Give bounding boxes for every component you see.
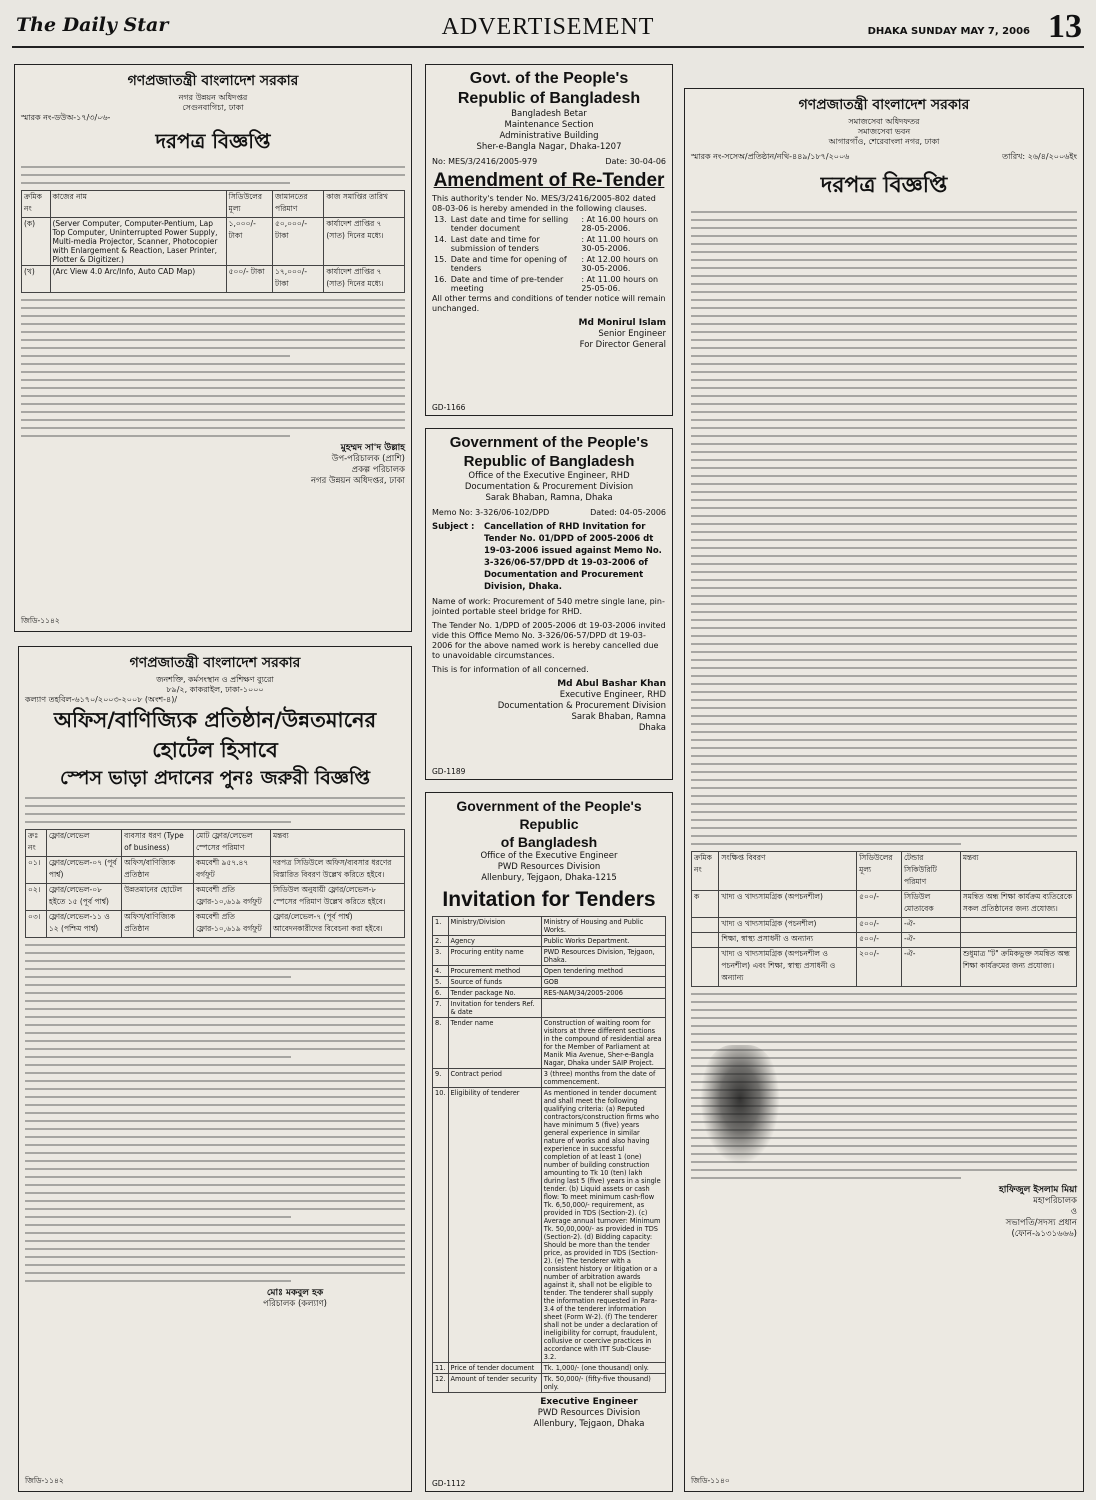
memo-date: তারিখ: ২৬/৪/২০০৬ইং — [1002, 152, 1077, 161]
signer-name: হাফিজুল ইসলাম মিয়া — [999, 1185, 1077, 1195]
notice-title: দরপত্র বিজ্ঞপ্তি — [820, 173, 948, 198]
signer-title: মহাপরিচালক — [1033, 1196, 1077, 1206]
signer-title: প্রকল্প পরিচালক — [351, 465, 405, 475]
department: সমাজসেবা অধিদফতর — [848, 117, 920, 126]
tender-details-table — [432, 916, 666, 1393]
cell: ফ্লোর/লেভেল-৭ (পূর্ব পার্শ্ব) আবেদনকারীদের বিবেচনা করা হইবে। — [270, 911, 404, 938]
cell: ১,০০০/- টাকা — [226, 218, 272, 266]
cell: -ঐ- — [901, 948, 960, 987]
address: আগারগাঁও, শেরেবাংলা নগর, ঢাকা — [828, 137, 940, 146]
org-line: Documentation & Procurement Division — [464, 482, 634, 492]
cell: : At 11.00 hours on 25-05-06. — [581, 275, 659, 293]
ad-space-rent-notice — [18, 646, 412, 1492]
cell: শিক্ষা, স্বাস্থ্য প্রসাধনী ও অন্যান্য — [719, 933, 857, 948]
cell: Last date and time for selling tender document — [450, 215, 569, 233]
notice-title: দরপত্র বিজ্ঞপ্তি — [155, 129, 271, 153]
signature-block — [691, 1185, 1077, 1240]
ad-social-services-tender — [684, 88, 1084, 1492]
signer-name: Executive Engineer — [540, 1397, 638, 1407]
cell: সিডিউল অনুযায়ী ফ্লোর/লেভেল-৮ স্পেসের পরিমাণ উল্লেখ করিতে হইবে। — [270, 884, 404, 911]
col-header: সিডিউলের মূল্য — [226, 191, 272, 218]
signature-block — [512, 1397, 666, 1430]
table-row — [433, 999, 666, 1018]
col-header: মন্তব্য — [960, 852, 1076, 891]
cell: Eligibility of tenderer — [448, 1088, 541, 1363]
invitation-heading: Invitation for Tenders — [442, 888, 656, 911]
cell: খাদ্য ও খাদ্যসামগ্রিক (অপচনশীল) — [719, 891, 857, 918]
cell: Tk. 50,000/- (fifty-five thousand) only. — [541, 1374, 665, 1393]
cell: Contract period — [448, 1069, 541, 1088]
col-header: ফ্লোর/লেভেল — [46, 830, 121, 857]
cell: ক — [692, 891, 719, 918]
cell: Procurement method — [448, 966, 541, 977]
terms-text-lines — [21, 299, 405, 437]
ad-code: জিডি-১১৪২ — [21, 616, 60, 625]
cell: 11. — [433, 1363, 449, 1374]
institution-list-lines — [691, 211, 1077, 845]
subject-text: Cancellation of RHD Invitation for Tender No. 01/DPD of 2005-2006 dt 19-03-2006 issued against Memo No. 3-326/06-57/DPD dt 19-03-2006 of Documentation and Procurement Division, Dhaka. — [484, 522, 662, 592]
cell: 10. — [433, 1088, 449, 1363]
cell: GOB — [541, 977, 665, 988]
notice-title — [432, 797, 666, 851]
cell: : At 16.00 hours on 28-05-2006. — [581, 215, 659, 233]
table-row — [433, 966, 666, 977]
org-address — [432, 471, 666, 504]
cell: Construction of waiting room for visitors at three different sections in the compound of residential area for the Member of Parliament at Manik Mia Avenue, Sher-e-Bangla Nagar, Dhaka under SAIP Project. — [541, 1018, 665, 1069]
col-header: কাজ সমাপ্তির তারিখ — [324, 191, 405, 218]
col-header: ক্রঃ নং — [26, 830, 47, 857]
signer-name: Md Monirul Islam — [578, 318, 666, 328]
table-row — [433, 977, 666, 988]
table-row — [432, 214, 666, 234]
title-line: Republic of Bangladesh — [457, 90, 641, 107]
col-header: সিডিউলের মূল্য — [857, 852, 902, 891]
table-row — [692, 891, 1077, 918]
org-address — [432, 851, 666, 884]
cell: Public Works Department. — [541, 936, 665, 947]
title-line: Govt. of the People's — [469, 70, 629, 87]
section-title: ADVERTISEMENT — [441, 14, 655, 40]
cell: ফ্লোর/লেভেল-০৭ (পূর্ব পার্শ্ব) — [46, 857, 121, 884]
table-row — [433, 1363, 666, 1374]
col-header: মন্তব্য — [270, 830, 404, 857]
cell: উন্নতমানের হোটেল — [122, 884, 194, 911]
cell: : At 12.00 hours on 30-05-2006. — [581, 255, 659, 273]
cell: ৫০০/- টাকা — [226, 266, 272, 293]
cell: ২০০/- — [857, 948, 902, 987]
cell: খাদ্য ও খাদ্যসামগ্রিক (পচনশীল) — [719, 918, 857, 933]
cell — [692, 918, 719, 933]
org-line: Sarak Bhaban, Ramna, Dhaka — [485, 493, 613, 503]
cell: 5. — [433, 977, 449, 988]
table-row — [433, 988, 666, 999]
col-header: ব্যবসার ধরণ (Type of business) — [122, 830, 194, 857]
space-table — [25, 829, 405, 938]
cell: সিডিউল মোতাবেক — [901, 891, 960, 918]
cell: Invitation for tenders Ref. & date — [448, 999, 541, 1018]
address: ৮৯/২, কাকরাইল, ঢাকা-১০০০ — [166, 685, 264, 694]
table-row — [433, 1374, 666, 1393]
signer-title: Documentation & Procurement Division — [497, 701, 666, 711]
signer-title: পরিচালক (কল্যাণ) — [263, 1299, 327, 1309]
memo-row — [691, 151, 1077, 164]
subject-label: Subject : — [432, 522, 475, 532]
memo-number: কল্যাণ তহবিল-৬১৭০/২০০৩-২০০৮ (অংশ-৪)/ — [25, 695, 178, 704]
terms-text-lines — [25, 944, 405, 1282]
signature-block — [432, 679, 666, 734]
cell: RES-NAM/34/2005-2006 — [541, 988, 665, 999]
cell: ৫০০/- — [857, 891, 902, 918]
cell: 3 (three) months from the date of commencement. — [541, 1069, 665, 1088]
signer-title: ও — [1070, 1207, 1077, 1217]
cell: (Arc View 4.0 Arc/Info, Auto CAD Map) — [50, 266, 226, 293]
cell: ০১। — [26, 857, 47, 884]
cell: কমবেশী ৯৫৭.৪৭ বর্গফুট — [194, 857, 271, 884]
cell: Last date and time for submission of tenders — [450, 235, 540, 253]
cell: Source of funds — [448, 977, 541, 988]
cell: ৫০০/- — [857, 933, 902, 948]
org-line: Allenbury, Tejgaon, Dhaka-1215 — [481, 873, 617, 883]
cell: 8. — [433, 1018, 449, 1069]
department: নগর উন্নয়ন অধিদপ্তর — [178, 93, 248, 102]
org-line: Sher-e-Bangla Nagar, Dhaka-1207 — [476, 142, 622, 152]
org-address — [432, 109, 666, 153]
table-row — [692, 933, 1077, 948]
ad-urban-development-tender — [14, 64, 412, 632]
tender-table — [21, 190, 405, 293]
ad-code: জিডি-১১৪২ — [25, 1476, 64, 1485]
cell: কমবেশী প্রতি ফ্লোর-১০,৬১৯ বর্গফুট — [194, 884, 271, 911]
memo-number: No: MES/3/2416/2005-979 — [432, 157, 538, 166]
memo-row — [432, 157, 666, 166]
ad-code: GD-1189 — [432, 767, 466, 776]
memo-number: Memo No: 3-326/06-102/DPD — [432, 508, 550, 517]
subject-row — [432, 521, 666, 593]
title-line: Government of the People's Republic — [456, 798, 642, 832]
signature-block — [185, 1288, 405, 1310]
ad-rhd-cancellation — [425, 428, 673, 780]
table-row — [432, 234, 666, 254]
cell: 16. — [434, 275, 447, 284]
org-line: PWD Resources Division — [497, 862, 601, 872]
cell: কমবেশী প্রতি ফ্লোর-১০,৬১৯ বর্গফুট — [194, 911, 271, 938]
cell: Tk. 1,000/- (one thousand) only. — [541, 1363, 665, 1374]
signer-title: For Director General — [579, 340, 666, 350]
body-text: The Tender No. 1/DPD of 2005-2006 dt 19-03-2006 invited vide this Office Memo No. 3-326/06-57/DPD dt 19-03-2006 for the above named work is hereby cancelled due to unavoidable circumstances. — [432, 621, 666, 660]
col-header: টেন্ডার সিকিউরিটি পরিমাণ — [901, 852, 960, 891]
memo-number: স্মারক নং-সসেঅ/প্রতিষ্ঠান/নথি-৪৪৯/১৮৭/২০০৬ — [691, 152, 850, 161]
cell: -ঐ- — [901, 933, 960, 948]
cell: ৫০০/- — [857, 918, 902, 933]
issue-date: DHAKA SUNDAY MAY 7, 2006 — [867, 26, 1030, 37]
ad-pwd-invitation — [425, 792, 673, 1492]
cell: Open tendering method — [541, 966, 665, 977]
signer-title: Sarak Bhaban, Ramna — [571, 712, 666, 722]
memo-date: Dated: 04-05-2006 — [590, 508, 666, 517]
cell: ১৭,০০০/- টাকা — [273, 266, 324, 293]
intro-text-lines — [25, 797, 405, 823]
memo-row — [432, 508, 666, 517]
col-header: কাজের নাম — [50, 191, 226, 218]
table-row — [26, 857, 405, 884]
cell: 2. — [433, 936, 449, 947]
table-row — [433, 947, 666, 966]
cell: Tender package No. — [448, 988, 541, 999]
cell: Procuring entity name — [448, 947, 541, 966]
cell: Agency — [448, 936, 541, 947]
intro-text: This authority's tender No. MES/3/2416/2005-802 dated 08-03-06 is hereby amended in the following clauses. — [432, 194, 656, 213]
govt-heading: গণপ্রজাতন্ত্রী বাংলাদেশ সরকার — [129, 655, 301, 671]
newspaper-name: The Daily Star — [16, 14, 169, 36]
cell — [692, 933, 719, 948]
cell — [960, 933, 1076, 948]
page-number: 13 — [1048, 8, 1082, 45]
title-line: Republic of Bangladesh — [463, 453, 635, 470]
cell: কার্যাদেশ প্রাপ্তির ৭ (সাত) দিনের মধ্যে। — [324, 218, 405, 266]
cell: কার্যাদেশ প্রাপ্তির ৭ (সাত) দিনের মধ্যে। — [324, 266, 405, 293]
cell: (Server Computer, Computer-Pentium, Lap Top Computer, Uninterrupted Power Supply, Multi-media Projector, Scanner, Photocopier with Enlargement & Reaction, Laser Printer, Plotter & Digitizer.) — [50, 218, 226, 266]
table-row — [692, 948, 1077, 987]
ink-smudge — [700, 1045, 780, 1165]
cell: সমন্বিত অন্ধ শিক্ষা কার্যক্রম ব্যতিরেকে সকল প্রতিষ্ঠানের জন্য প্রযোজ্য। — [960, 891, 1076, 918]
cell: Price of tender document — [448, 1363, 541, 1374]
cell: Amount of tender security — [448, 1374, 541, 1393]
signer-title: Executive Engineer, RHD — [559, 690, 666, 700]
col-header: ক্রমিক নং — [692, 852, 719, 891]
cell: ০২। — [26, 884, 47, 911]
govt-heading: গণপ্রজাতন্ত্রী বাংলাদেশ সরকার — [798, 97, 970, 113]
notice-subtitle: স্পেস ভাড়া প্রদানের পুনঃ জরুরী বিজ্ঞপ্তি — [59, 767, 371, 789]
col-header: ক্রমিক নং — [22, 191, 51, 218]
cell: (খ) — [22, 266, 51, 293]
cell: Ministry/Division — [448, 917, 541, 936]
cell: 6. — [433, 988, 449, 999]
table-row — [22, 266, 405, 293]
ad-code: GD-1166 — [432, 403, 466, 412]
cell: -ঐ- — [901, 918, 960, 933]
table-row — [433, 936, 666, 947]
signer-title: Dhaka — [638, 723, 666, 733]
org-line: Office of the Executive Engineer — [480, 851, 618, 861]
masthead — [12, 8, 1084, 48]
ad-betar-amendment — [425, 64, 673, 416]
signer-title: সভাপতি/সদস্য প্রধান — [1005, 1218, 1077, 1228]
intro-text-lines — [21, 166, 405, 184]
signer-title: (ফোন-৯১৩১৬৬৬) — [1011, 1229, 1077, 1239]
signature-block — [21, 443, 405, 487]
cell: PWD Resources Division, Tejgaon, Dhaka. — [541, 947, 665, 966]
cell: অফিস/বাণিজ্যিক প্রতিষ্ঠান — [122, 911, 194, 938]
signer-name: মোঃ মকবুল হক — [266, 1288, 324, 1298]
outro-text: All other terms and conditions of tender notice will remain unchanged. — [432, 294, 666, 313]
org-line: Administrative Building — [499, 131, 599, 141]
title-line: Government of the People's — [449, 434, 649, 451]
cell: 13. — [434, 215, 447, 224]
cell: Date and time of pre-tender meeting — [450, 275, 564, 293]
cell: 12. — [433, 1374, 449, 1393]
signer-title: উপ-পরিচালক (প্রাশি) — [331, 454, 405, 464]
ad-code: জিডি-১১৪০ — [691, 1476, 730, 1485]
cell: দরপত্র সিডিউলে অফিস/ব্যবসার ধরণের বিস্তারিত বিবরণ উল্লেখ করিতে হইবে। — [270, 857, 404, 884]
signer-name: মুহম্মদ সা'দ উল্লাহ — [340, 443, 405, 453]
cell — [541, 999, 665, 1018]
notice-title — [432, 69, 666, 109]
building: সমাজসেবা ভবন — [857, 127, 911, 136]
cell: Tender name — [448, 1018, 541, 1069]
title-line: of Bangladesh — [500, 834, 598, 850]
signer-title: PWD Resources Division — [537, 1408, 641, 1418]
memo-number: স্মারক নং-ডউঅ-১৭/৩/০৬- — [21, 113, 111, 122]
signer-name: Md Abul Bashar Khan — [557, 679, 666, 689]
cell: খাদ্য ও খাদ্যসামগ্রিক (অপচনশীল ও পচনশীল) এবং শিক্ষা, স্বাস্থ্য প্রসাধনী ও অন্যান্য — [719, 948, 857, 987]
cell: 14. — [434, 235, 447, 244]
table-row — [26, 884, 405, 911]
cell: 9. — [433, 1069, 449, 1088]
signature-block — [432, 318, 666, 351]
table-row — [26, 911, 405, 938]
cell — [692, 948, 719, 987]
table-row — [692, 918, 1077, 933]
cell: Date and time for opening of tenders — [450, 255, 567, 273]
signer-title: Senior Engineer — [598, 329, 666, 339]
cell: 1. — [433, 917, 449, 936]
table-row — [22, 218, 405, 266]
cell — [960, 918, 1076, 933]
notice-title — [432, 433, 666, 471]
cell: As mentioned in tender document and shall meet the following qualifying criteria: (a) Reputed contractors/construction firms who have minimum 5 (five) years general experience in similar nature of works and also having experience in successful completion of at least 1 (one) number of building construction amounting to Tk 10 (ten) lakh during last 5 (five) years in a single tender. (b) Liquid assets or cash flow: To meet minimum cash-flow Tk. 6,50,000/- requirement, as provided in TDS (Section-2). (c) Average annual turnover: Minimum Tk. 50,00,000/- as provided in TDS (Section-2). (d) Bidding capacity: Should be more than the tender price, as provided in TDS (Section-2). (e) The tenderer with a consistent history or litigation or a number of arbitration awards against it, shall not be eligible to tender. The tenderer shall supply the information requested in Para-3.4 of the tenderer information sheet (Form W-2). (f) The tenderer shall not be under a declaration of ineligibility for corrupt, fraudulent, collusive or coercive practices in accordance with ITT Sub-Clause-3.2. — [541, 1088, 665, 1363]
cell: : At 11.00 hours on 30-05-2006. — [581, 235, 659, 253]
memo-date: Date: 30-04-06 — [605, 157, 666, 166]
cell: ০৩। — [26, 911, 47, 938]
org-line: Bangladesh Betar — [511, 109, 587, 119]
schedule-table — [432, 214, 666, 294]
notice-title: অফিস/বাণিজ্যিক প্রতিষ্ঠান/উন্নতমানের হোটেল হিসাবে — [53, 708, 377, 762]
cell: (ক) — [22, 218, 51, 266]
cell: ফ্লোর/লেভেল-১১ ও ১২ (পশ্চিম পার্শ্ব) — [46, 911, 121, 938]
col-header: জামানতের পরিমাণ — [273, 191, 324, 218]
table-row — [433, 1088, 666, 1363]
signer-title: Allenbury, Tejgaon, Dhaka — [533, 1419, 645, 1429]
cell: Ministry of Housing and Public Works. — [541, 917, 665, 936]
amendment-heading: Amendment of Re-Tender — [433, 170, 665, 191]
table-row — [432, 254, 666, 274]
cell: শুধুমাত্র "ট" ক্রমিকভুক্ত সমন্বিত অন্ধ শিক্ষা কার্যক্রমের জন্য প্রযোজ্য। — [960, 948, 1076, 987]
cell: 7. — [433, 999, 449, 1018]
cell: 15. — [434, 255, 447, 264]
cell: ৫০,০০০/- টাকা — [273, 218, 324, 266]
org-line: Maintenance Section — [504, 120, 594, 130]
col-header: মোট ফ্লোর/লেভেল স্পেসের পরিমাণ — [194, 830, 271, 857]
cell: ফ্লোর/লেভেল-০৮ হইতে ১৫ (পূর্ব পার্শ্ব) — [46, 884, 121, 911]
col-header: সংক্ষিপ্ত বিবরণ — [719, 852, 857, 891]
cell: 4. — [433, 966, 449, 977]
table-row — [433, 1018, 666, 1069]
org-line: Office of the Executive Engineer, RHD — [468, 471, 630, 481]
info-text: This is for information of all concerned. — [432, 665, 589, 674]
govt-heading: গণপ্রজাতন্ত্রী বাংলাদেশ সরকার — [127, 73, 299, 89]
schedule-table — [691, 851, 1077, 987]
department: জনশক্তি, কর্মসংস্থান ও প্রশিক্ষণ ব্যুরো — [156, 675, 274, 684]
cell: 3. — [433, 947, 449, 966]
table-row — [433, 1069, 666, 1088]
signer-title: নগর উন্নয়ন অধিদপ্তর, ঢাকা — [310, 476, 405, 486]
address: সেগুনবাগিচা, ঢাকা — [182, 103, 244, 112]
work-name: Name of work: Procurement of 540 metre single lane, pin-jointed portable steel bridge for RHD. — [432, 597, 665, 616]
cell: অফিস/বাণিজ্যিক প্রতিষ্ঠান — [122, 857, 194, 884]
table-row — [433, 917, 666, 936]
table-row — [432, 274, 666, 294]
ad-code: GD-1112 — [432, 1479, 466, 1488]
